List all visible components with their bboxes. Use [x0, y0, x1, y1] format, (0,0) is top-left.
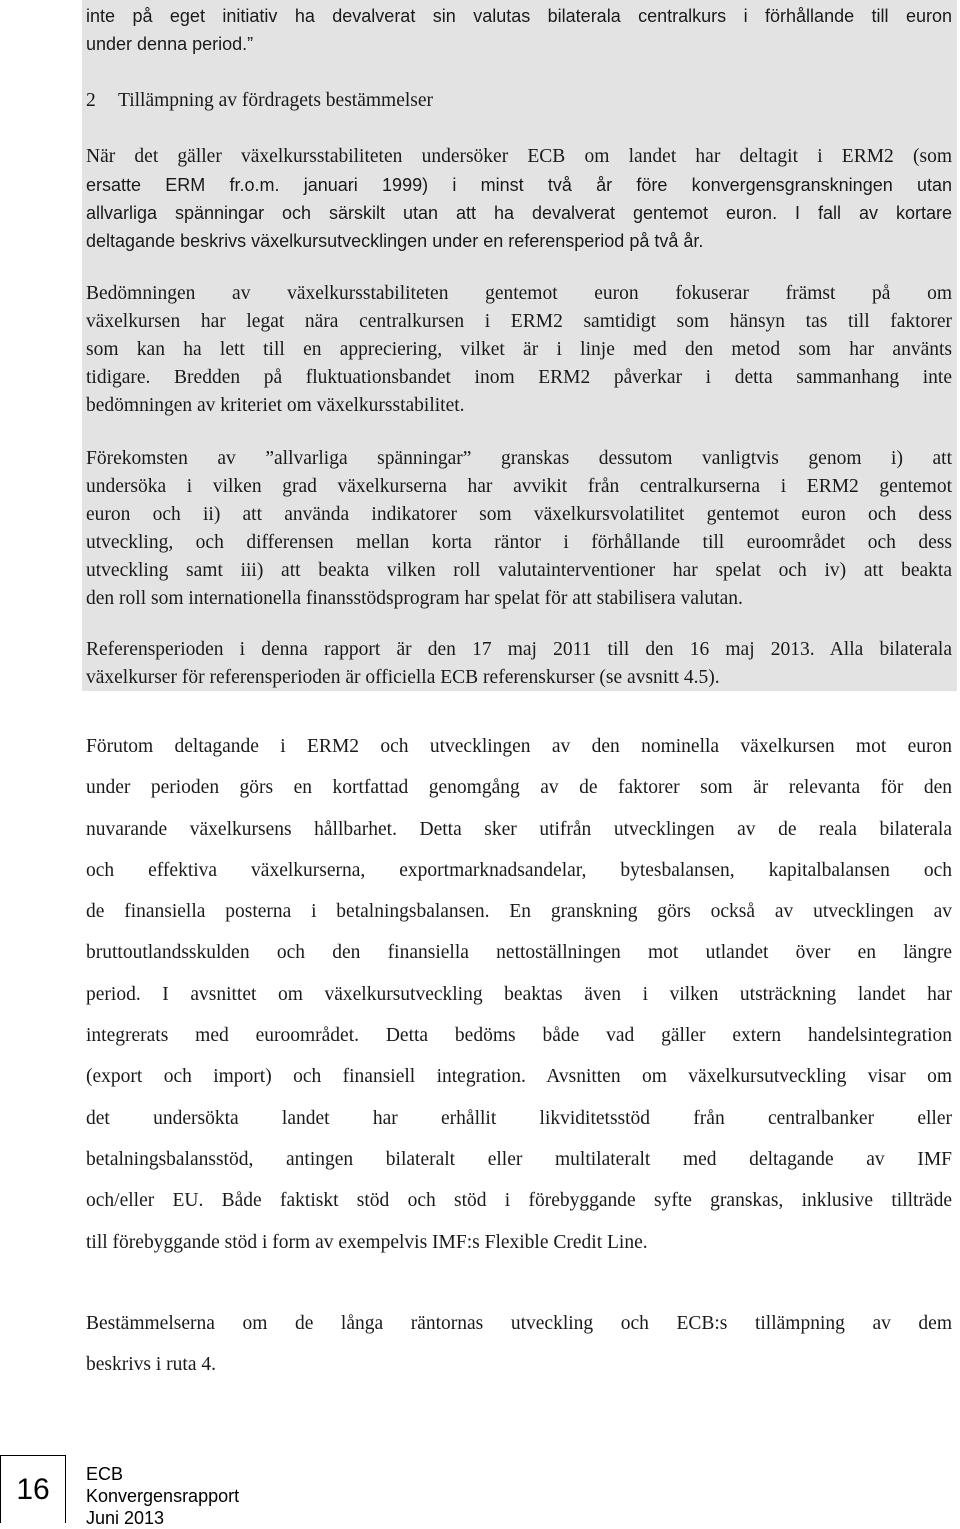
text-line: den roll som internationella finansstödsprogram har spelat för att stabilisera valutan. [86, 588, 743, 609]
footer-publisher: ECB [86, 1464, 124, 1484]
paragraph-2 [86, 280, 952, 420]
footer-title: Konvergensrapport [86, 1486, 240, 1506]
text-line: utveckling, och differensen mellan korta räntor i förhållande till euroområdet och dess [86, 532, 952, 553]
text-line: som kan ha lett till en appreciering, vilket är i linje med den metod som har använts [86, 339, 952, 360]
text-line: allvarliga spänningar och särskilt utan att ha devalverat gentemot euron. I fall av kortare [86, 203, 952, 223]
text-line: och/eller EU. Både faktiskt stöd och stöd i förebyggande syfte granskas, inklusive tillträde [86, 1190, 952, 1212]
text-line: Förekomsten av ”allvarliga spänningar” granskas dessutom vanligtvis genom i) att [86, 448, 952, 469]
text-line: inte på eget initiativ ha devalverat sin valutas bilaterala centralkurs i förhållande till euron [86, 6, 952, 26]
text-line: Bestämmelserna om de långa räntornas utveckling och ECB:s tillämpning av dem [86, 1313, 952, 1334]
text-line: bedömningen av kriteriet om växelkursstabilitet. [86, 395, 465, 416]
text-line: det undersökta landet har erhållit likviditetsstöd från centralbanker eller [86, 1107, 952, 1129]
text-line: euron och ii) att använda indikatorer som växelkursvolatilitet gentemot euron och dess [86, 504, 952, 525]
text-line: och effektiva växelkurserna, exportmarknadsandelar, bytesbalansen, kapitalbalansen och [86, 859, 952, 881]
text-line: undersöka i vilken grad växelkurserna har avvikit från centralkurserna i ERM2 gentemot [86, 476, 952, 497]
text-line: betalningsbalansstöd, antingen bilateralt eller multilateralt med deltagande av IMF [86, 1148, 952, 1170]
text-line: (export och import) och finansiell integration. Avsnitten om växelkursutveckling visar om [86, 1066, 952, 1088]
text-line: beskrivs i ruta 4. [86, 1354, 216, 1376]
text-line: Bedömningen av växelkursstabiliteten gentemot euron fokuserar främst på om [86, 283, 952, 304]
text-line: tidigare. Bredden på fluktuationsbandet inom ERM2 påverkar i detta sammanhang inte [86, 367, 952, 388]
paragraph-1 [86, 143, 952, 255]
text-line: till förebyggande stöd i form av exempelvis IMF:s Flexible Credit Line. [86, 1231, 648, 1253]
text-line: integrerats med euroområdet. Detta bedöms både vad gäller extern handelsintegration [86, 1025, 952, 1047]
text-line: Förutom deltagande i ERM2 och utvecklingen av den nominella växelkursen mot euron [86, 736, 952, 757]
paragraph-3 [86, 445, 952, 613]
text-line: deltagande beskrivs växelkursutvecklingen under en referensperiod på två år. [86, 231, 704, 251]
page-number: 16 [0, 1455, 66, 1523]
paragraph-5 [86, 726, 952, 1263]
paragraph-6 [86, 1303, 952, 1386]
text-line: under denna period.” [86, 34, 254, 54]
text-line: växelkurser för referensperioden är officiella ECB referenskurser (se avsnitt 4.5). [86, 667, 720, 688]
section-number: 2 [86, 90, 96, 111]
text-line: ersatte ERM fr.o.m. januari 1999) i minst två år före konvergensgranskningen utan [86, 175, 952, 195]
page-footer [0, 1440, 960, 1528]
text-line: de finansiella posterna i betalningsbalansen. En granskning görs också av utvecklingen av [86, 901, 952, 923]
text-line: bruttoutlandsskulden och den finansiella nettoställningen mot utlandet över en längre [86, 942, 952, 964]
text-line: växelkursen har legat nära centralkursen i ERM2 samtidigt som hänsyn tas till faktorer [86, 311, 952, 332]
section-title: Tillämpning av fördragets bestämmelser [118, 90, 434, 111]
text-line: Referensperioden i denna rapport är den 17 maj 2011 till den 16 maj 2013. Alla bilaterala [86, 639, 952, 660]
paragraph-4 [86, 636, 952, 692]
text-line: under perioden görs en kortfattad genomgång av de faktorer som är relevanta för den [86, 777, 952, 799]
text-line: utveckling samt iii) att beakta vilken roll valutainterventioner har spelat och iv) att beakta [86, 560, 952, 581]
intro-paragraph [86, 2, 952, 58]
text-line: nuvarande växelkursens hållbarhet. Detta sker utifrån utvecklingen av de reala bilaterala [86, 818, 952, 840]
section-heading [86, 87, 433, 115]
footer-date: Juni 2013 [86, 1508, 165, 1528]
text-line: När det gäller växelkursstabiliteten undersöker ECB om landet har deltagit i ERM2 (som [86, 146, 952, 167]
text-line: period. I avsnittet om växelkursutveckling beaktas även i vilken utsträckning landet har [86, 983, 952, 1005]
footer-publication [86, 1463, 239, 1529]
